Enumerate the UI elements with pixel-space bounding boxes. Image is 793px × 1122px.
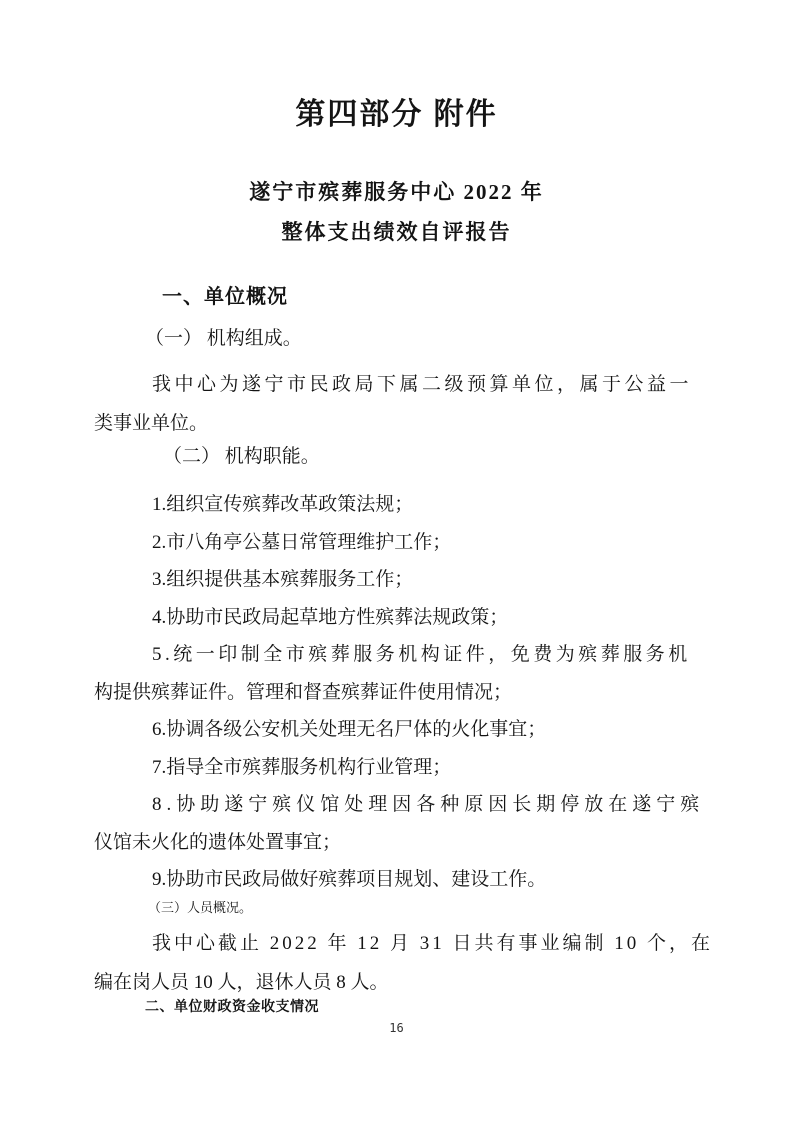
report-title-line-1: 遂宁市殡葬服务中心 2022 年	[249, 180, 544, 204]
duty-item-line-5a: 5.统一印制全市殡葬服务机构证件，免费为殡葬服务机	[152, 644, 691, 665]
report-title-line-2: 整体支出绩效自评报告	[281, 220, 512, 244]
paragraph-1-line-1: 我中心为遂宁市民政局下属二级预算单位，属于公益一	[152, 374, 693, 395]
duty-item-line-8b: 仪馆未火化的遗体处置事宜；	[94, 832, 342, 853]
duty-item-line-6: 6.协调各级公安机关处理无名尸体的火化事宜；	[152, 719, 547, 740]
sub-heading-1: （一） 机构组成。	[145, 328, 302, 349]
duty-item-line-1: 1.组织宣传殡葬改革政策法规；	[152, 494, 414, 515]
duty-item-line-3: 3.组织提供基本殡葬服务工作；	[152, 569, 414, 590]
duty-item-line-8a: 8.协助遂宁殡仪馆处理因各种原因长期停放在遂宁殡	[152, 794, 705, 815]
page-number: 16	[389, 1021, 404, 1035]
paragraph-2-line-2: 编在岗人员 10 人，退休人员 8 人。	[94, 972, 389, 993]
duty-item-line-4: 4.协助市民政局起草地方性殡葬法规政策；	[152, 607, 509, 628]
sub-heading-3: （三）人员概况。	[148, 900, 253, 915]
paragraph-1-line-2: 类事业单位。	[94, 413, 209, 434]
duty-item-line-5b: 构提供殡葬证件。管理和督查殡葬证件使用情况；	[94, 682, 513, 703]
duty-item-line-2: 2.市八角亭公墓日常管理维护工作；	[152, 532, 452, 553]
duty-item-line-9: 9.协助市民政局做好殡葬项目规划、建设工作。	[152, 869, 547, 890]
paragraph-2-line-1: 我中心截止 2022 年 12 月 31 日共有事业编制 10 个，在	[152, 933, 714, 954]
section-1-heading: 一、单位概况	[162, 286, 288, 308]
sub-heading-2: （二） 机构职能。	[163, 446, 320, 467]
part-title: 第四部分 附件	[295, 98, 498, 131]
section-2-heading: 二、单位财政资金收支情况	[145, 998, 319, 1014]
duty-item-line-7: 7.指导全市殡葬服务机构行业管理；	[152, 757, 452, 778]
